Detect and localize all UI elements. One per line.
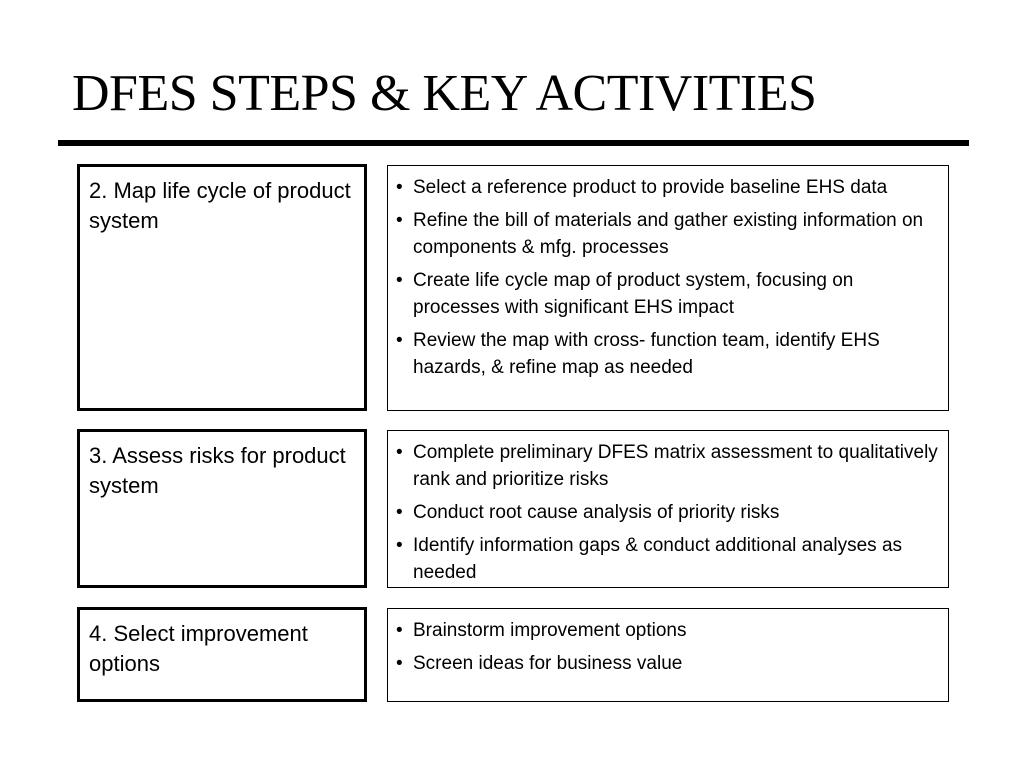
bullet-icon: •: [396, 270, 403, 291]
activity-text: Brainstorm improvement options: [413, 620, 687, 641]
activity-list: [396, 617, 938, 677]
activity-text: Screen ideas for business value: [413, 653, 683, 674]
bullet-icon: •: [396, 535, 403, 556]
activity-item: [396, 174, 938, 201]
activity-text: Complete preliminary DFES matrix assessment to qualitatively rank and prioritize risks: [413, 442, 938, 490]
activity-item: [396, 650, 938, 677]
step-box-map-life-cycle: [77, 164, 367, 411]
activity-box-map-life-cycle: [387, 165, 949, 411]
bullet-icon: •: [396, 442, 403, 463]
activity-box-select-improvement: [387, 608, 949, 702]
activity-item: [396, 532, 938, 586]
activity-item: [396, 327, 938, 381]
activity-text: Conduct root cause analysis of priority risks: [413, 502, 780, 523]
bullet-icon: •: [396, 210, 403, 231]
activity-item: [396, 207, 938, 261]
activity-list: [396, 174, 938, 381]
activity-item: [396, 439, 938, 493]
activity-text: Identify information gaps & conduct additional analyses as needed: [413, 535, 903, 583]
activity-text: Create life cycle map of product system, focusing on processes with significant EHS impact: [413, 270, 854, 318]
bullet-icon: •: [396, 620, 403, 641]
bullet-icon: •: [396, 177, 403, 198]
step-label: 4. Select improvement options: [89, 621, 308, 676]
bullet-icon: •: [396, 330, 403, 351]
activity-text: Select a reference product to provide baseline EHS data: [413, 177, 888, 198]
bullet-icon: •: [396, 653, 403, 674]
activity-item: [396, 617, 938, 644]
step-label: 2. Map life cycle of product system: [89, 178, 351, 233]
activity-item: [396, 267, 938, 321]
activity-list: [396, 439, 938, 586]
slide-title: DFES STEPS & KEY ACTIVITIES: [72, 65, 817, 122]
step-box-assess-risks: [77, 429, 367, 588]
step-label: 3. Assess risks for product system: [89, 443, 346, 498]
title-divider: [58, 140, 969, 146]
bullet-icon: •: [396, 502, 403, 523]
step-box-select-improvement: [77, 607, 367, 702]
activity-text: Refine the bill of materials and gather existing information on components & mfg. processes: [413, 210, 924, 258]
activity-text: Review the map with cross- function team, identify EHS hazards, & refine map as needed: [413, 330, 880, 378]
activity-item: [396, 499, 938, 526]
activity-box-assess-risks: [387, 430, 949, 588]
